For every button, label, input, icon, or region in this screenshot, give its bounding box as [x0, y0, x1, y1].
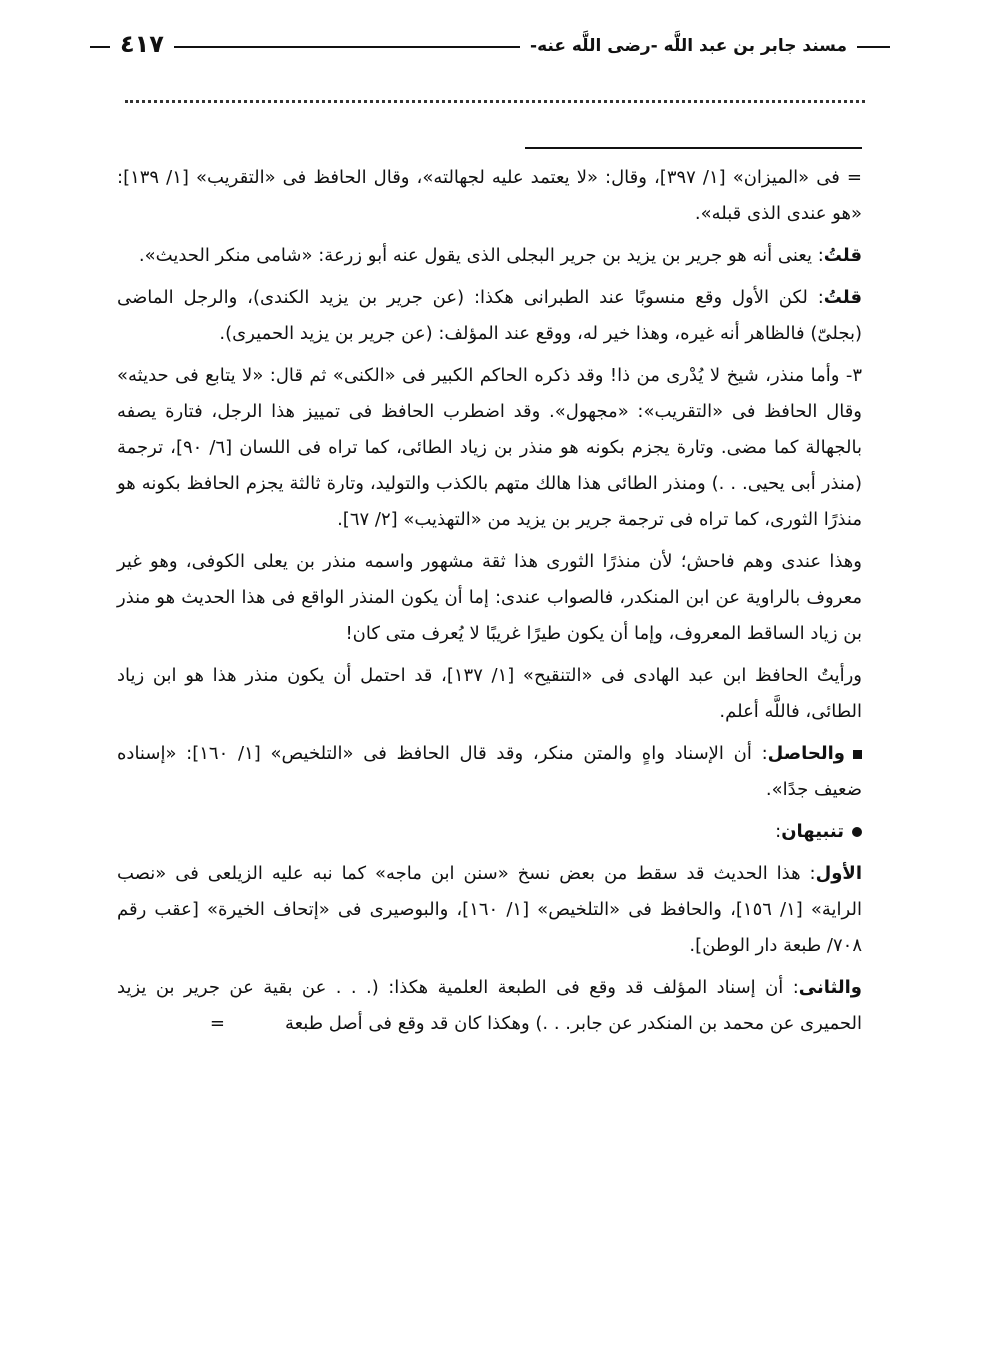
paragraph-text: : أن الإسناد واهٍ والمتن منكر، وقد قال الحافظ فى «التلخيص» [١/ ١٦٠]: «إسناده ضعيف جدًا».: [117, 743, 862, 800]
continuation-mark: =: [209, 1013, 225, 1034]
paragraph-text: : يعنى أنه هو جرير بن يزيد بن جرير البجلى الذى يقول عنه أبو زرعة: «شامى منكر الحديث».: [138, 245, 824, 266]
paragraph: [117, 736, 862, 808]
paragraph: [117, 544, 862, 652]
paragraph-lead: والثانى: [798, 977, 862, 998]
paragraph: [117, 160, 862, 232]
paragraph: [117, 970, 862, 1042]
paragraph-lead: تنبيهان: [781, 821, 844, 842]
dotted-separator: [125, 100, 865, 103]
paragraph-text: : أن إسناد المؤلف قد وقع فى الطبعة العلمية هكذا: (. . . عن بقية عن جرير بن يزيد الحميرى عن محمد بن المنكدر عن جابر. . .) وهكذا كان قد وقع فى أصل طبعة: [117, 977, 862, 1034]
page-number: ٤١٧: [110, 24, 174, 64]
paragraph-text: فى «الميزان» [١/ ٣٩٧]، وقال: «لا يعتمد عليه لجهالته»، وقال الحافظ فى «التقريب» [١/ ١٣٩]: «هو عندى الذى قبله».: [117, 167, 862, 224]
square-bullet-icon: [853, 750, 862, 759]
paragraph-lead: الأول: [815, 863, 862, 884]
running-header-title: مسند جابر بن عبد اللَّه -رضى اللَّه عنه-: [520, 30, 857, 62]
paragraph-text: ٣- وأما منذر، شيخ لا يُدْرى من ذا! وقد ذكره الحاكم الكبير فى «الكنى» ثم قال: «لا يتابع فى حديثه» وقال الحافظ فى «التقريب»: «مجهول». وقد اضطرب الحافظ فى تمييز هذا الرجل، فتارة يصفه بالجهالة كما مضى. وتارة يجزم بكونه هو منذر بن زياد الطائى، كما تراه فى اللسان [٦/ ٩٠]، ترجمة (منذر أبى يحيى. . .) ومنذر الطائى هذا هالك متهم بالكذب والتوليد، وتارة ثالثة يجزم الحافظ بكونه هو منذرًا الثورى، كما تراه فى ترجمة جرير بن يزيد من «التهذيب» [٢/ ٦٧].: [117, 365, 862, 530]
continuation-mark: =: [839, 167, 862, 188]
paragraph: [117, 856, 862, 964]
paragraph-text: :: [775, 821, 782, 842]
paragraph-lead: قلتُ: [823, 287, 862, 308]
paragraph-text: : لكن الأول وقع منسوبًا عند الطبرانى هكذا: (عن جرير بن يزيد الكندى)، والرجل الماضى (بجلىّ) فالظاهر أنه غيره، وهذا خير له، ووقع عند المؤلف: (عن جرير بن يزيد الحميرى).: [117, 287, 862, 344]
paragraph: [117, 238, 862, 274]
round-bullet-icon: [852, 827, 862, 837]
paragraph-lead: قلتُ: [823, 245, 862, 266]
paragraph: [117, 280, 862, 352]
paragraph-text: ورأيتُ الحافظ ابن عبد الهادى فى «التنقيح» [١/ ١٣٧]، قد احتمل أن يكون منذر هذا هو ابن زياد الطائى، فاللَّه أعلم.: [117, 665, 863, 722]
footnote-body: [117, 160, 862, 1048]
paragraph: [117, 814, 862, 850]
paragraph: [117, 358, 862, 538]
footnote-rule: [525, 147, 862, 149]
paragraph-text: وهذا عندى وهم فاحش؛ لأن منذرًا الثورى هذا ثقة مشهور واسمه منذر بن يعلى الكوفى، وهو غير معروف بالراوية عن ابن المنكدر، فالصواب عندى: إما أن يكون المنذر الواقع فى هذا الحديث هو منذر بن زياد الساقط المعروف، وإما أن يكون طيرًا غريبًا لا يُعرف متى كان!: [117, 551, 862, 644]
paragraph-lead: والحاصل: [767, 743, 845, 764]
paragraph: [117, 658, 862, 730]
paragraph-text: : هذا الحديث قد سقط من بعض نسخ «سنن ابن ماجه» كما نبه عليه الزيلعى فى «نصب الراية» [١/ ١٥٦]، والحافظ فى «التلخيص» [١/ ١٦٠]، والبوصيرى فى «إتحاف الخيرة» [عقب رقم ٧٠٨/ طبعة دار الوطن].: [117, 863, 862, 956]
